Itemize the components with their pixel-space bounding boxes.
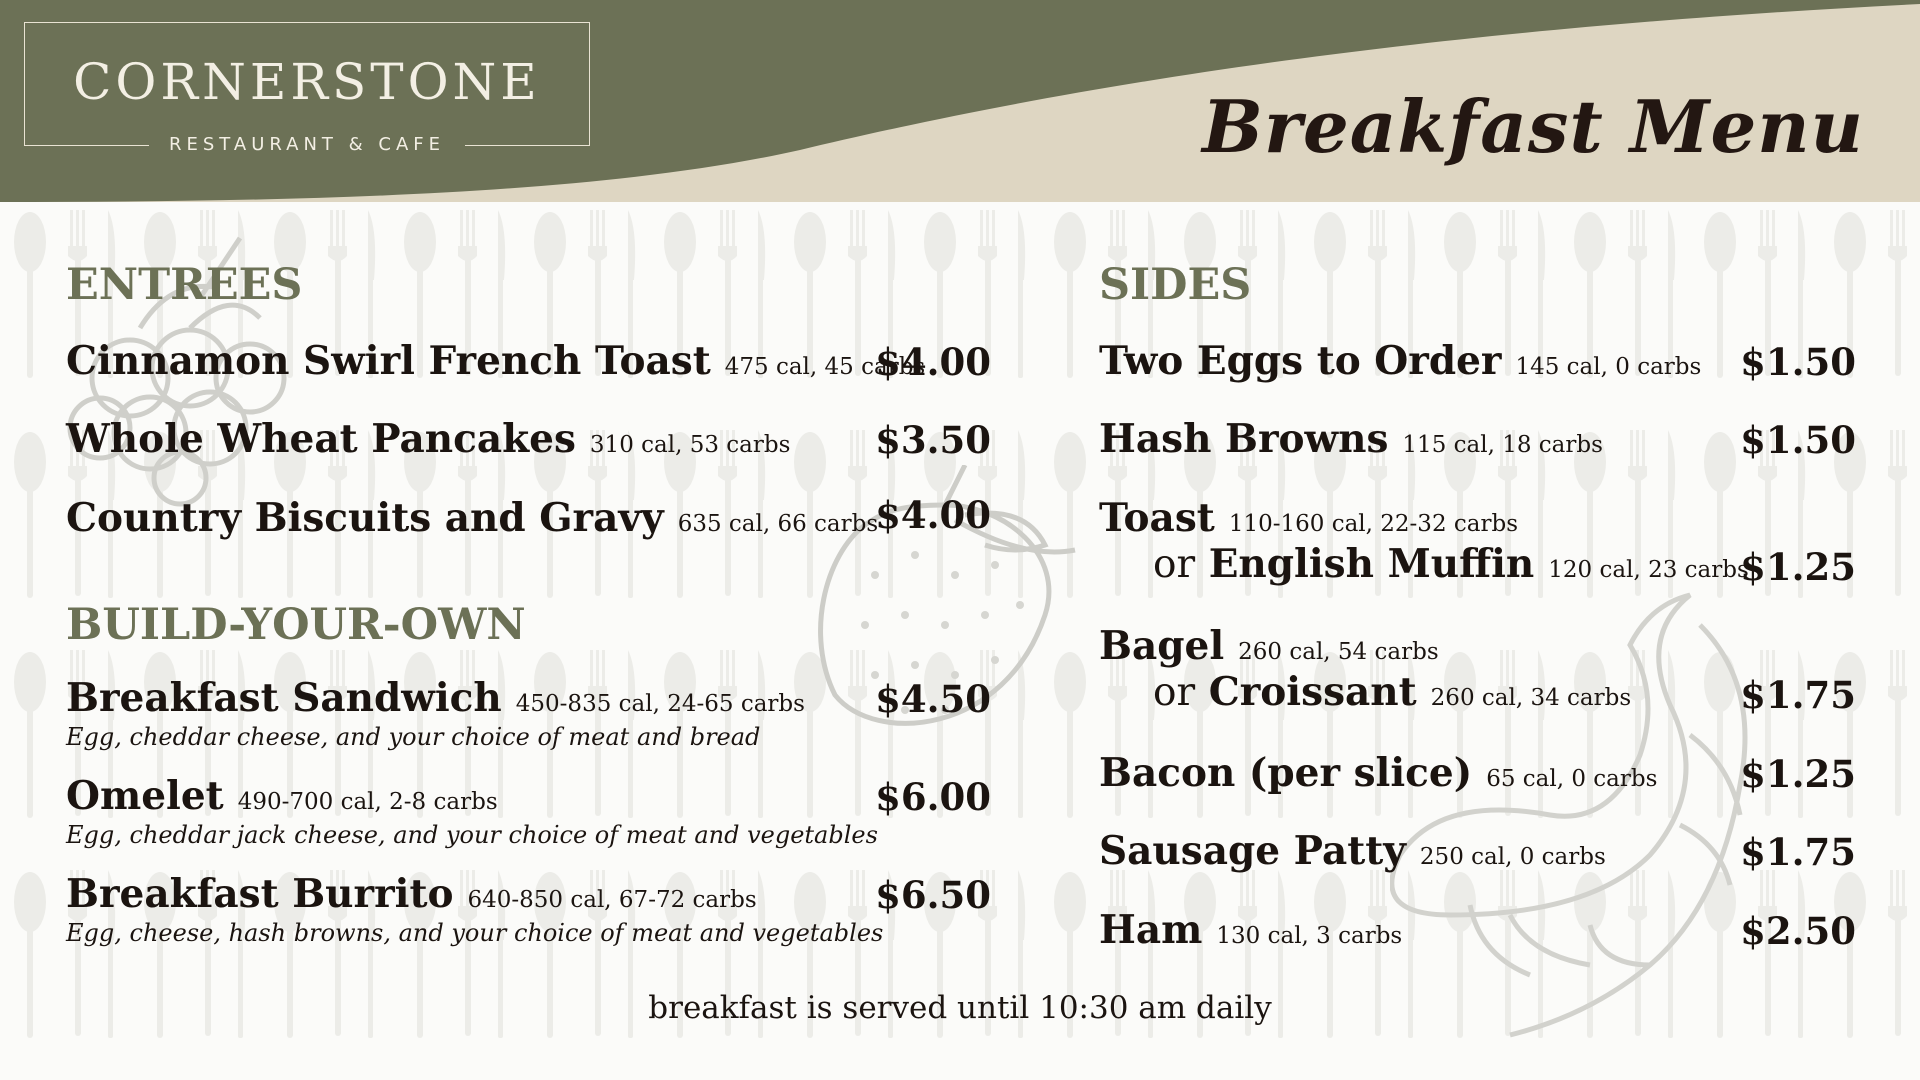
menu-item <box>1099 907 1856 953</box>
item-price: $1.50 <box>1740 340 1856 384</box>
build-your-own-heading: BUILD-YOUR-OWN <box>66 600 526 650</box>
item-calories: 635 cal, 66 carbs <box>677 511 879 537</box>
item-price: $1.25 <box>1740 752 1856 796</box>
item-calories: 450-835 cal, 24-65 carbs <box>515 691 805 717</box>
item-name: Breakfast Burrito <box>66 871 454 917</box>
item-calories: 65 cal, 0 carbs <box>1486 766 1658 792</box>
item-name: Whole Wheat Pancakes <box>66 416 576 462</box>
menu-item <box>66 871 991 947</box>
menu-item <box>66 338 991 384</box>
item-name: Two Eggs to Order <box>1099 338 1502 384</box>
item-calories: 260 cal, 54 carbs <box>1238 639 1439 665</box>
serving-hours-note: breakfast is served until 10:30 am daily <box>648 990 1272 1026</box>
item-calories: 475 cal, 45 carbs <box>724 354 926 380</box>
menu-item <box>1099 338 1856 384</box>
menu-item <box>1099 495 1856 587</box>
item-calories: 145 cal, 0 carbs <box>1515 354 1702 380</box>
item-price: $1.75 <box>1740 673 1856 717</box>
item-name: Breakfast Sandwich <box>66 675 502 721</box>
item-alt-name: Croissant <box>1208 669 1417 715</box>
item-name: Cinnamon Swirl French Toast <box>66 338 711 384</box>
item-name: Bagel <box>1099 623 1225 669</box>
item-name: Sausage Patty <box>1099 828 1406 874</box>
item-price: $4.00 <box>875 340 991 384</box>
item-name: Hash Browns <box>1099 416 1389 462</box>
item-price: $1.25 <box>1740 545 1856 589</box>
item-name: Ham <box>1099 907 1203 953</box>
item-price: $2.50 <box>1740 909 1856 953</box>
item-calories: 490-700 cal, 2-8 carbs <box>237 789 498 815</box>
item-description: Egg, cheese, hash browns, and your choice of meat and vegetables <box>66 919 884 947</box>
header-banner <box>0 0 1920 202</box>
item-name: Toast <box>1099 495 1215 541</box>
menu-item <box>1099 623 1856 715</box>
entrees-heading: ENTREES <box>66 260 303 310</box>
item-price: $4.00 <box>875 493 991 537</box>
item-calories: 115 cal, 18 carbs <box>1402 432 1603 458</box>
item-calories: 250 cal, 0 carbs <box>1419 844 1606 870</box>
brand-logo <box>24 22 590 146</box>
item-calories: 130 cal, 3 carbs <box>1216 923 1403 949</box>
item-calories: 110-160 cal, 22-32 carbs <box>1228 511 1518 537</box>
left-column <box>66 250 991 970</box>
menu-item <box>66 416 991 462</box>
brand-name: CORNERSTONE <box>73 53 541 111</box>
or-label: or <box>1153 670 1196 715</box>
sides-heading: SIDES <box>1099 260 1252 310</box>
item-price: $3.50 <box>875 418 991 462</box>
item-calories: 640-850 cal, 67-72 carbs <box>467 887 757 913</box>
menu-item <box>66 773 991 849</box>
item-calories: 120 cal, 23 carbs <box>1548 557 1749 583</box>
menu-item <box>1099 416 1856 462</box>
item-alt-name: English Muffin <box>1208 541 1535 587</box>
item-name: Country Biscuits and Gravy <box>66 495 664 541</box>
item-description: Egg, cheddar cheese, and your choice of meat and bread <box>66 723 761 751</box>
item-name: Bacon (per slice) <box>1099 750 1473 796</box>
right-column <box>1099 250 1856 970</box>
or-label: or <box>1153 542 1196 587</box>
menu-title: Breakfast Menu <box>1202 84 1864 169</box>
item-name: Omelet <box>66 773 224 819</box>
item-description: Egg, cheddar jack cheese, and your choice of meat and vegetables <box>66 821 878 849</box>
item-price: $6.50 <box>875 873 991 917</box>
item-price: $4.50 <box>875 677 991 721</box>
item-price: $1.75 <box>1740 830 1856 874</box>
menu-item <box>66 675 991 751</box>
menu-item <box>1099 828 1856 874</box>
item-calories: 260 cal, 34 carbs <box>1430 685 1632 711</box>
item-calories: 310 cal, 53 carbs <box>589 432 791 458</box>
menu-item <box>1099 750 1856 796</box>
brand-tagline: RESTAURANT & CAFE <box>24 134 590 155</box>
item-price: $6.00 <box>875 775 991 819</box>
item-price: $1.50 <box>1740 418 1856 462</box>
menu-item <box>66 495 991 541</box>
